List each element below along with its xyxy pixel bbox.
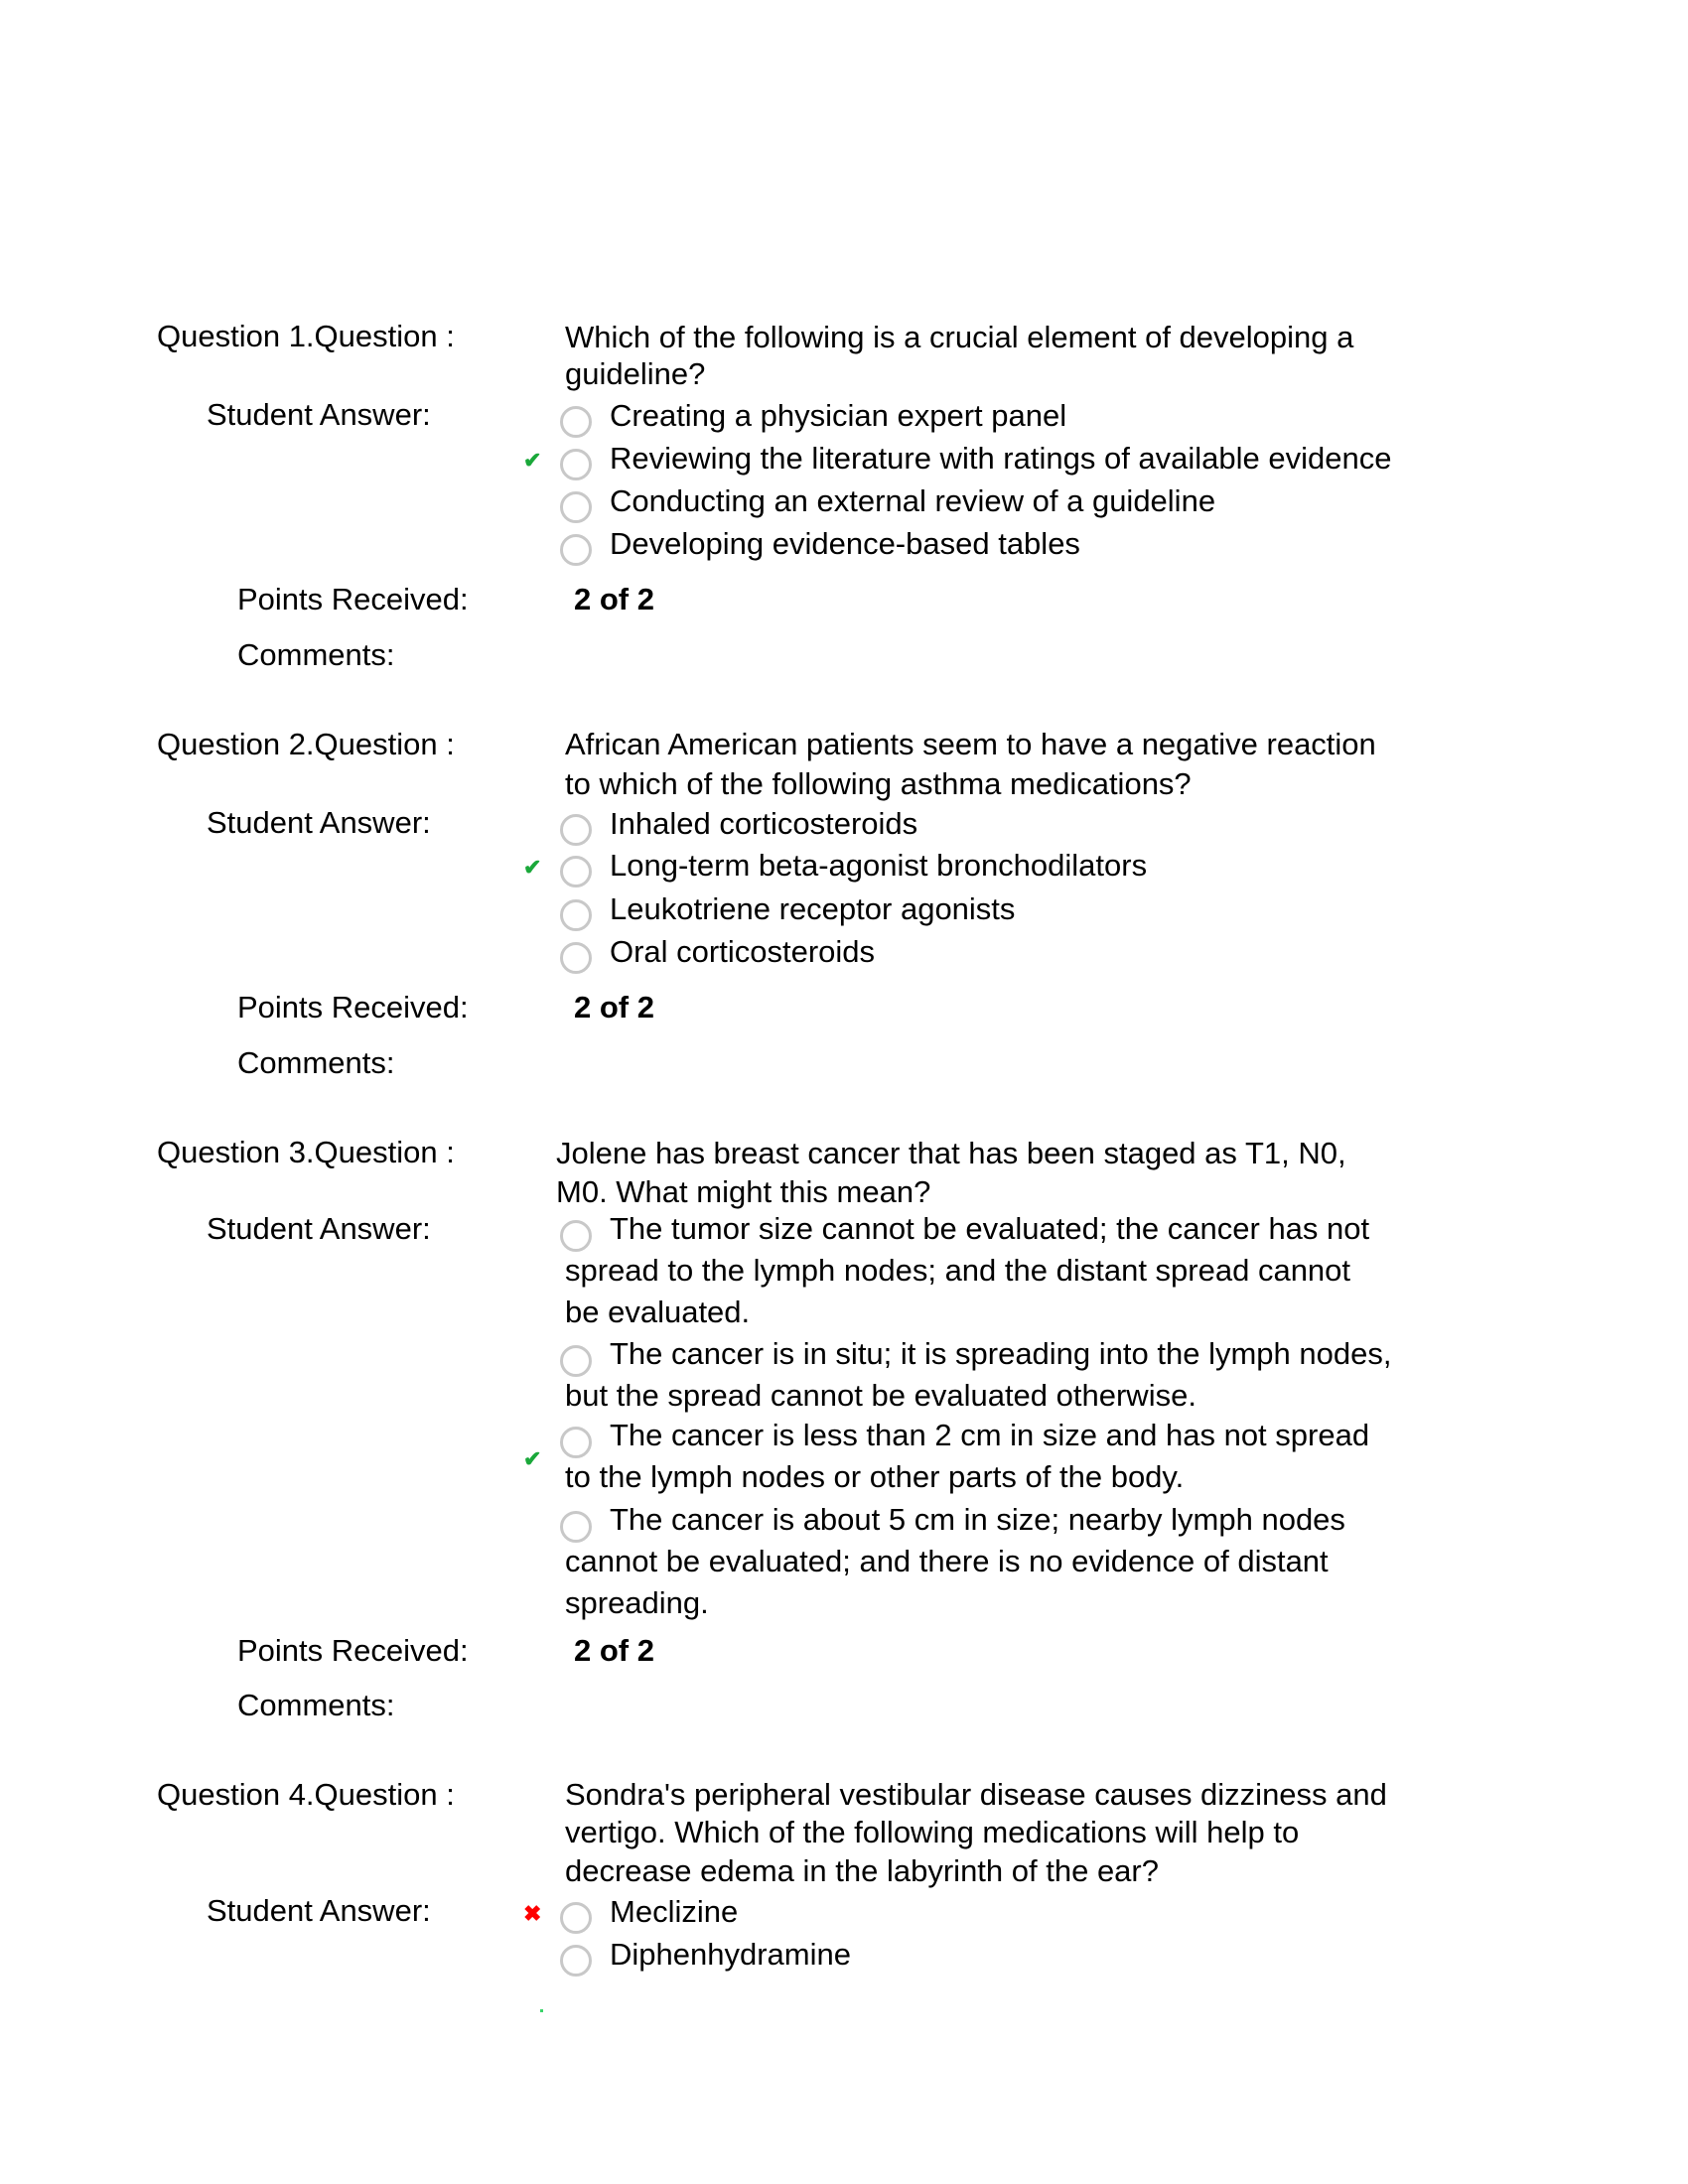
question-label: Question 1.Question : xyxy=(157,319,455,353)
points-received-label: Points Received: xyxy=(237,990,469,1024)
radio-button[interactable] xyxy=(560,1945,592,1977)
student-answer-label: Student Answer: xyxy=(207,805,431,840)
answer-option-text: Developing evidence-based tables xyxy=(610,525,1080,561)
answer-option-text: Leukotriene receptor agonists xyxy=(610,890,1016,926)
question-label: Question 4.Question : xyxy=(157,1777,455,1812)
question-text-line: Jolene has breast cancer that has been staged as T1, N0, xyxy=(556,1135,1346,1170)
points-value: 2 of 2 xyxy=(574,582,654,616)
check-icon: ✔ xyxy=(523,448,542,473)
points-received-label: Points Received: xyxy=(237,582,469,616)
answer-option[interactable] xyxy=(565,1415,1369,1498)
check-icon: ✔ xyxy=(523,1446,542,1471)
question-text-line: decrease edema in the labyrinth of the ear? xyxy=(565,1852,1159,1888)
radio-button[interactable] xyxy=(560,1427,592,1458)
question-text-line: vertigo. Which of the following medications will help to xyxy=(565,1815,1300,1850)
x-icon: ✖ xyxy=(523,1901,542,1926)
answer-option-text: Meclizine xyxy=(610,1893,739,1929)
student-answer-label: Student Answer: xyxy=(207,1893,431,1928)
answer-option-text: be evaluated. xyxy=(565,1295,751,1329)
answer-option-text: Creating a physician expert panel xyxy=(610,397,1067,433)
answer-option-text: The cancer is about 5 cm in size; nearby lymph nodes xyxy=(610,1502,1345,1537)
radio-button[interactable] xyxy=(560,1220,592,1252)
answer-option-text: to the lymph nodes or other parts of the body. xyxy=(565,1459,1185,1494)
radio-button[interactable] xyxy=(560,942,592,974)
answer-option-text: Reviewing the literature with ratings of available evidence xyxy=(610,440,1392,476)
student-answer-label: Student Answer: xyxy=(207,1211,431,1246)
answer-option[interactable] xyxy=(565,1333,1391,1417)
answer-option[interactable] xyxy=(565,437,1392,479)
comments-label: Comments: xyxy=(237,1688,395,1722)
answer-option[interactable] xyxy=(565,1499,1345,1624)
student-answer-label: Student Answer: xyxy=(207,397,431,432)
question-text xyxy=(565,725,1376,804)
question-text-line: African American patients seem to have a negative reaction xyxy=(565,727,1376,761)
answer-option-text: Inhaled corticosteroids xyxy=(610,805,918,841)
radio-button[interactable] xyxy=(560,1345,592,1377)
answer-option[interactable] xyxy=(565,1890,738,1933)
answer-option-text: The tumor size cannot be evaluated; the cancer has not xyxy=(610,1211,1370,1246)
points-received-label: Points Received: xyxy=(237,1633,469,1668)
answer-option[interactable] xyxy=(565,844,1147,887)
answer-option-text: The cancer is in situ; it is spreading into the lymph nodes, xyxy=(610,1336,1392,1371)
question-label: Question 3.Question : xyxy=(157,1135,455,1169)
answer-option-text: Oral corticosteroids xyxy=(610,933,876,969)
answer-option-text: Diphenhydramine xyxy=(610,1936,851,1972)
radio-button[interactable] xyxy=(560,814,592,846)
points-value: 2 of 2 xyxy=(574,990,654,1024)
answer-option-text: but the spread cannot be evaluated otherwise. xyxy=(565,1378,1196,1413)
question-text xyxy=(556,1134,1346,1211)
question-text-line: to which of the following asthma medications? xyxy=(565,766,1192,801)
radio-button[interactable] xyxy=(560,534,592,566)
answer-option-text: spread to the lymph nodes; and the distant spread cannot xyxy=(565,1253,1351,1288)
question-text xyxy=(565,1776,1387,1891)
question-text-line: M0. What might this mean? xyxy=(556,1173,931,1209)
answer-option[interactable] xyxy=(565,394,1066,437)
question-text-line: guideline? xyxy=(565,355,706,391)
answer-option[interactable] xyxy=(565,930,875,973)
answer-option[interactable] xyxy=(565,802,917,845)
question-text-line: Which of the following is a crucial element of developing a xyxy=(565,319,1354,354)
answer-option[interactable] xyxy=(565,887,1015,930)
points-value: 2 of 2 xyxy=(574,1633,654,1668)
check-icon: ✔ xyxy=(523,855,542,880)
comments-label: Comments: xyxy=(237,1045,395,1080)
radio-button[interactable] xyxy=(560,856,592,887)
radio-button[interactable] xyxy=(560,1902,592,1934)
answer-option-text: Conducting an external review of a guideline xyxy=(610,482,1216,518)
answer-option-text: Long-term beta-agonist bronchodilators xyxy=(610,847,1148,883)
question-text-line: Sondra's peripheral vestibular disease causes dizziness and xyxy=(565,1776,1387,1812)
radio-button[interactable] xyxy=(560,449,592,480)
radio-button[interactable] xyxy=(560,1511,592,1543)
stray-dot xyxy=(540,2009,543,2012)
radio-button[interactable] xyxy=(560,491,592,523)
answer-option[interactable] xyxy=(565,1208,1369,1333)
answer-option[interactable] xyxy=(565,1933,851,1976)
answer-option-text: cannot be evaluated; and there is no evidence of distant xyxy=(565,1544,1329,1578)
radio-button[interactable] xyxy=(560,406,592,438)
answer-option[interactable] xyxy=(565,479,1215,522)
answer-option-text: The cancer is less than 2 cm in size and has not spread xyxy=(610,1418,1370,1452)
question-text xyxy=(565,319,1353,392)
answer-option[interactable] xyxy=(565,522,1080,565)
answer-option-text: spreading. xyxy=(565,1585,709,1620)
comments-label: Comments: xyxy=(237,637,395,672)
question-label: Question 2.Question : xyxy=(157,727,455,761)
radio-button[interactable] xyxy=(560,899,592,931)
